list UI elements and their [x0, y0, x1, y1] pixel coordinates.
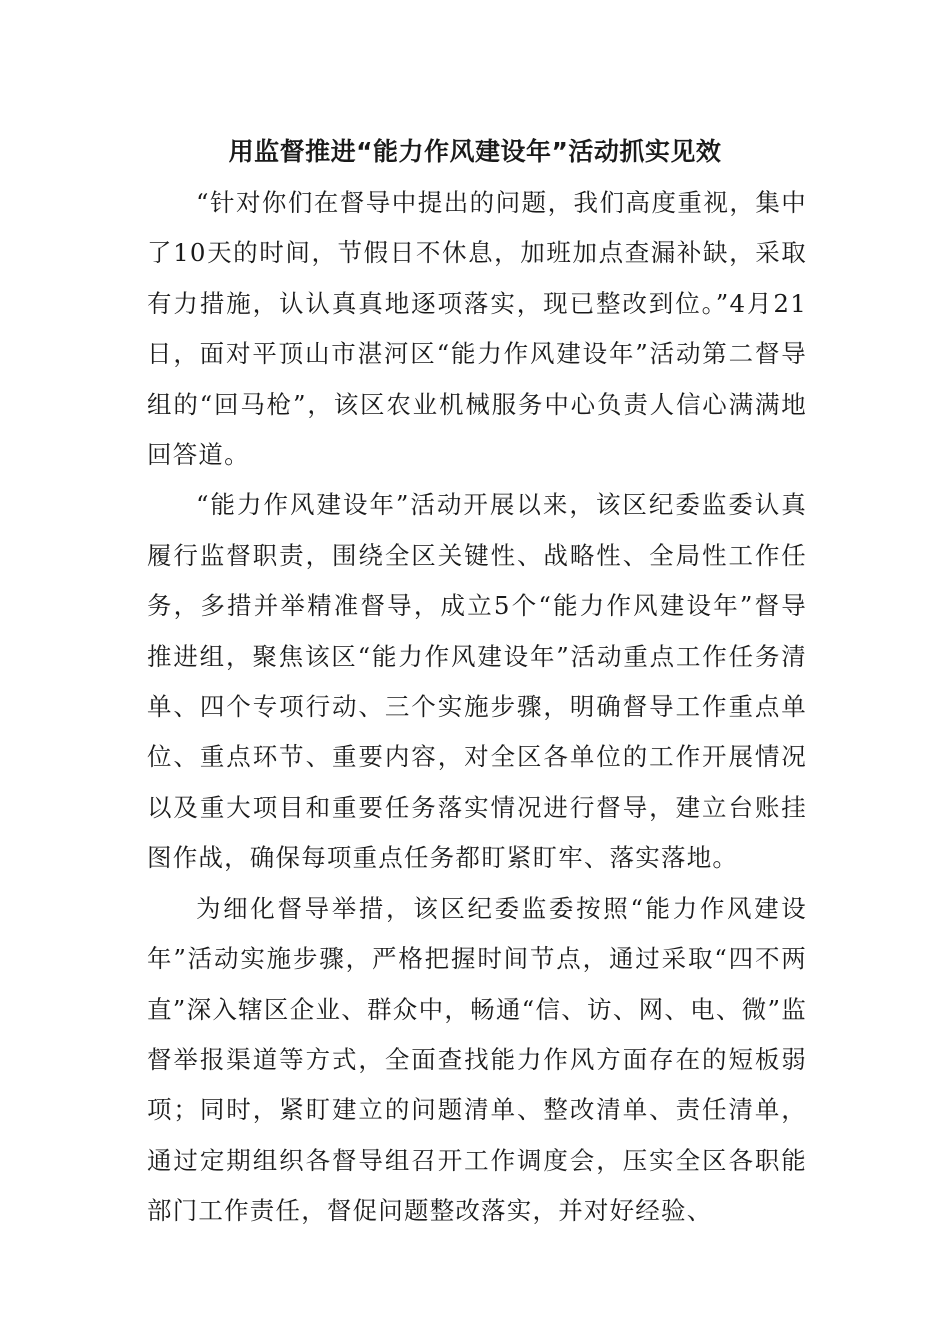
paragraph-3: 为细化督导举措，该区纪委监委按照“能力作风建设年”活动实施步骤，严格把握时间节点，通过采取“四不两直”深入辖区企业、群众中，畅通“信、访、网、电、微”监督举报渠道等方式，全面查找能力作风方面存在的短板弱项；同时，紧盯建立的问题清单、整改清单、责任清单，通过定期组织各督导组召开工作调度会，压实全区各职能部门工作责任，督促问题整改落实，并对好经验、 [147, 893, 807, 1226]
article-title: 用监督推进“能力作风建设年”活动抓实见效 [228, 137, 722, 166]
article-body [147, 178, 807, 1237]
paragraph-1: “针对你们在督导中提出的问题，我们高度重视，集中了10天的时间，节假日不休息，加班加点查漏补缺，采取有力措施，认认真真地逐项落实，现已整改到位。”4月21日，面对平顶山市湛河区“能力作风建设年”活动第二督导组的“回马枪”，该区农业机械服务中心负责人信心满满地回答道。 [147, 188, 807, 470]
paragraph-2: “能力作风建设年”活动开展以来，该区纪委监委认真履行监督职责，围绕全区关键性、战略性、全局性工作任务，多措并举精准督导，成立5个“能力作风建设年”督导推进组，聚焦该区“能力作风建设年”活动重点工作任务清单、四个专项行动、三个实施步骤，明确督导工作重点单位、重点环节、重要内容，对全区各单位的工作开展情况以及重大项目和重要任务落实情况进行督导，建立台账挂图作战，确保每项重点任务都盯紧盯牢、落实落地。 [147, 490, 807, 873]
